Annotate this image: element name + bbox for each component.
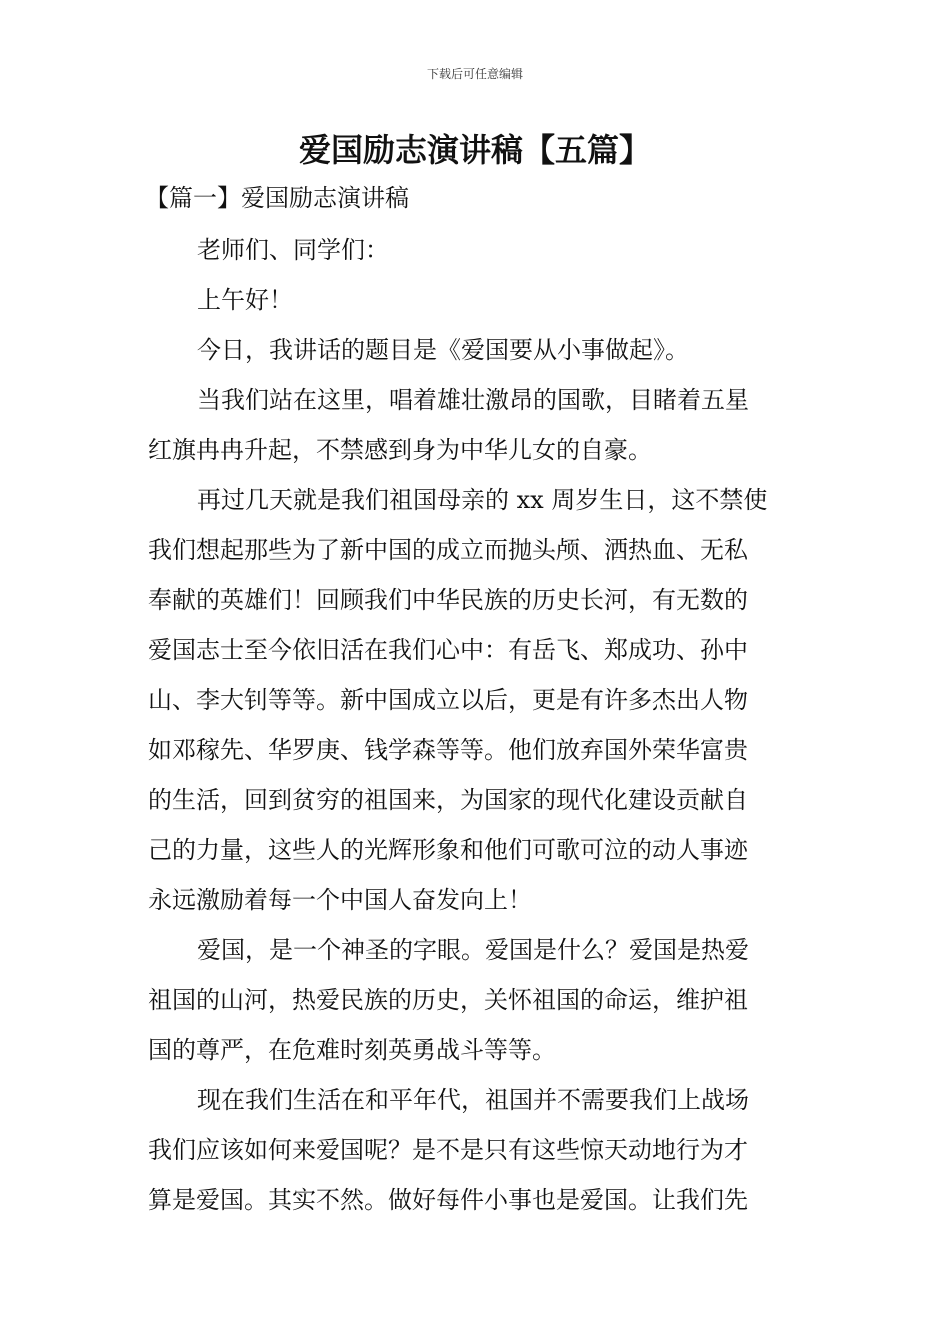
paragraph-greeting (148, 225, 808, 275)
paragraph-line: 再过几天就是我们祖国母亲的 xx 周岁生日，这不禁使 (197, 486, 768, 514)
paragraph-line: 爱国，是一个神圣的字眼。爱国是什么？爱国是热爱 (197, 936, 749, 964)
header-note: 下载后可任意编辑 (426, 67, 523, 81)
paragraph-line: 算是爱国。其实不然。做好每件小事也是爱国。让我们先 (148, 1186, 748, 1214)
paragraph-line: 己的力量，这些人的光辉形象和他们可歌可泣的动人事迹 (148, 836, 748, 864)
paragraph-peace-era (148, 1075, 808, 1225)
paragraph-line: 我们想起那些为了新中国的成立而抛头颅、洒热血、无私 (148, 536, 748, 564)
document-title: 爱国励志演讲稿【五篇】 (298, 131, 651, 169)
paragraph-patriotism-definition (148, 925, 808, 1075)
paragraph-line: 祖国的山河，热爱民族的历史，关怀祖国的命运，维护祖 (148, 986, 748, 1014)
paragraph-line: 爱国志士至今依旧活在我们心中：有岳飞、郑成功、孙中 (148, 636, 748, 664)
paragraph-topic (148, 325, 808, 375)
paragraph-line: 山、李大钊等等。新中国成立以后，更是有许多杰出人物 (148, 686, 748, 714)
paragraph-line: 当我们站在这里，唱着雄壮激昂的国歌，目睹着五星 (197, 386, 749, 414)
section-heading: 【篇一】爱国励志演讲稿 (145, 184, 409, 212)
paragraph-line: 今日，我讲话的题目是《爱国要从小事做起》。 (197, 336, 689, 364)
paragraph-line: 永远激励着每一个中国人奋发向上！ (148, 886, 532, 914)
paragraph-salutation (148, 275, 808, 325)
paragraph-flag (148, 375, 808, 475)
paragraph-line: 红旗冉冉升起，不禁感到身为中华儿女的自豪。 (148, 436, 652, 464)
paragraph-line: 上午好！ (197, 286, 293, 314)
paragraph-line: 国的尊严，在危难时刻英勇战斗等等。 (148, 1036, 556, 1064)
paragraph-line: 如邓稼先、华罗庚、钱学森等等。他们放弃国外荣华富贵 (148, 736, 748, 764)
paragraph-line: 现在我们生活在和平年代，祖国并不需要我们上战场 (197, 1086, 749, 1114)
paragraph-line: 我们应该如何来爱国呢？是不是只有这些惊天动地行为才 (148, 1136, 748, 1164)
paragraph-line: 的生活，回到贫穷的祖国来，为国家的现代化建设贡献自 (148, 786, 748, 814)
paragraph-line: 奉献的英雄们！回顾我们中华民族的历史长河，有无数的 (148, 586, 748, 614)
paragraph-heroes (148, 475, 808, 925)
document-body (145, 176, 808, 1225)
paragraph-line: 老师们、同学们： (197, 236, 389, 264)
